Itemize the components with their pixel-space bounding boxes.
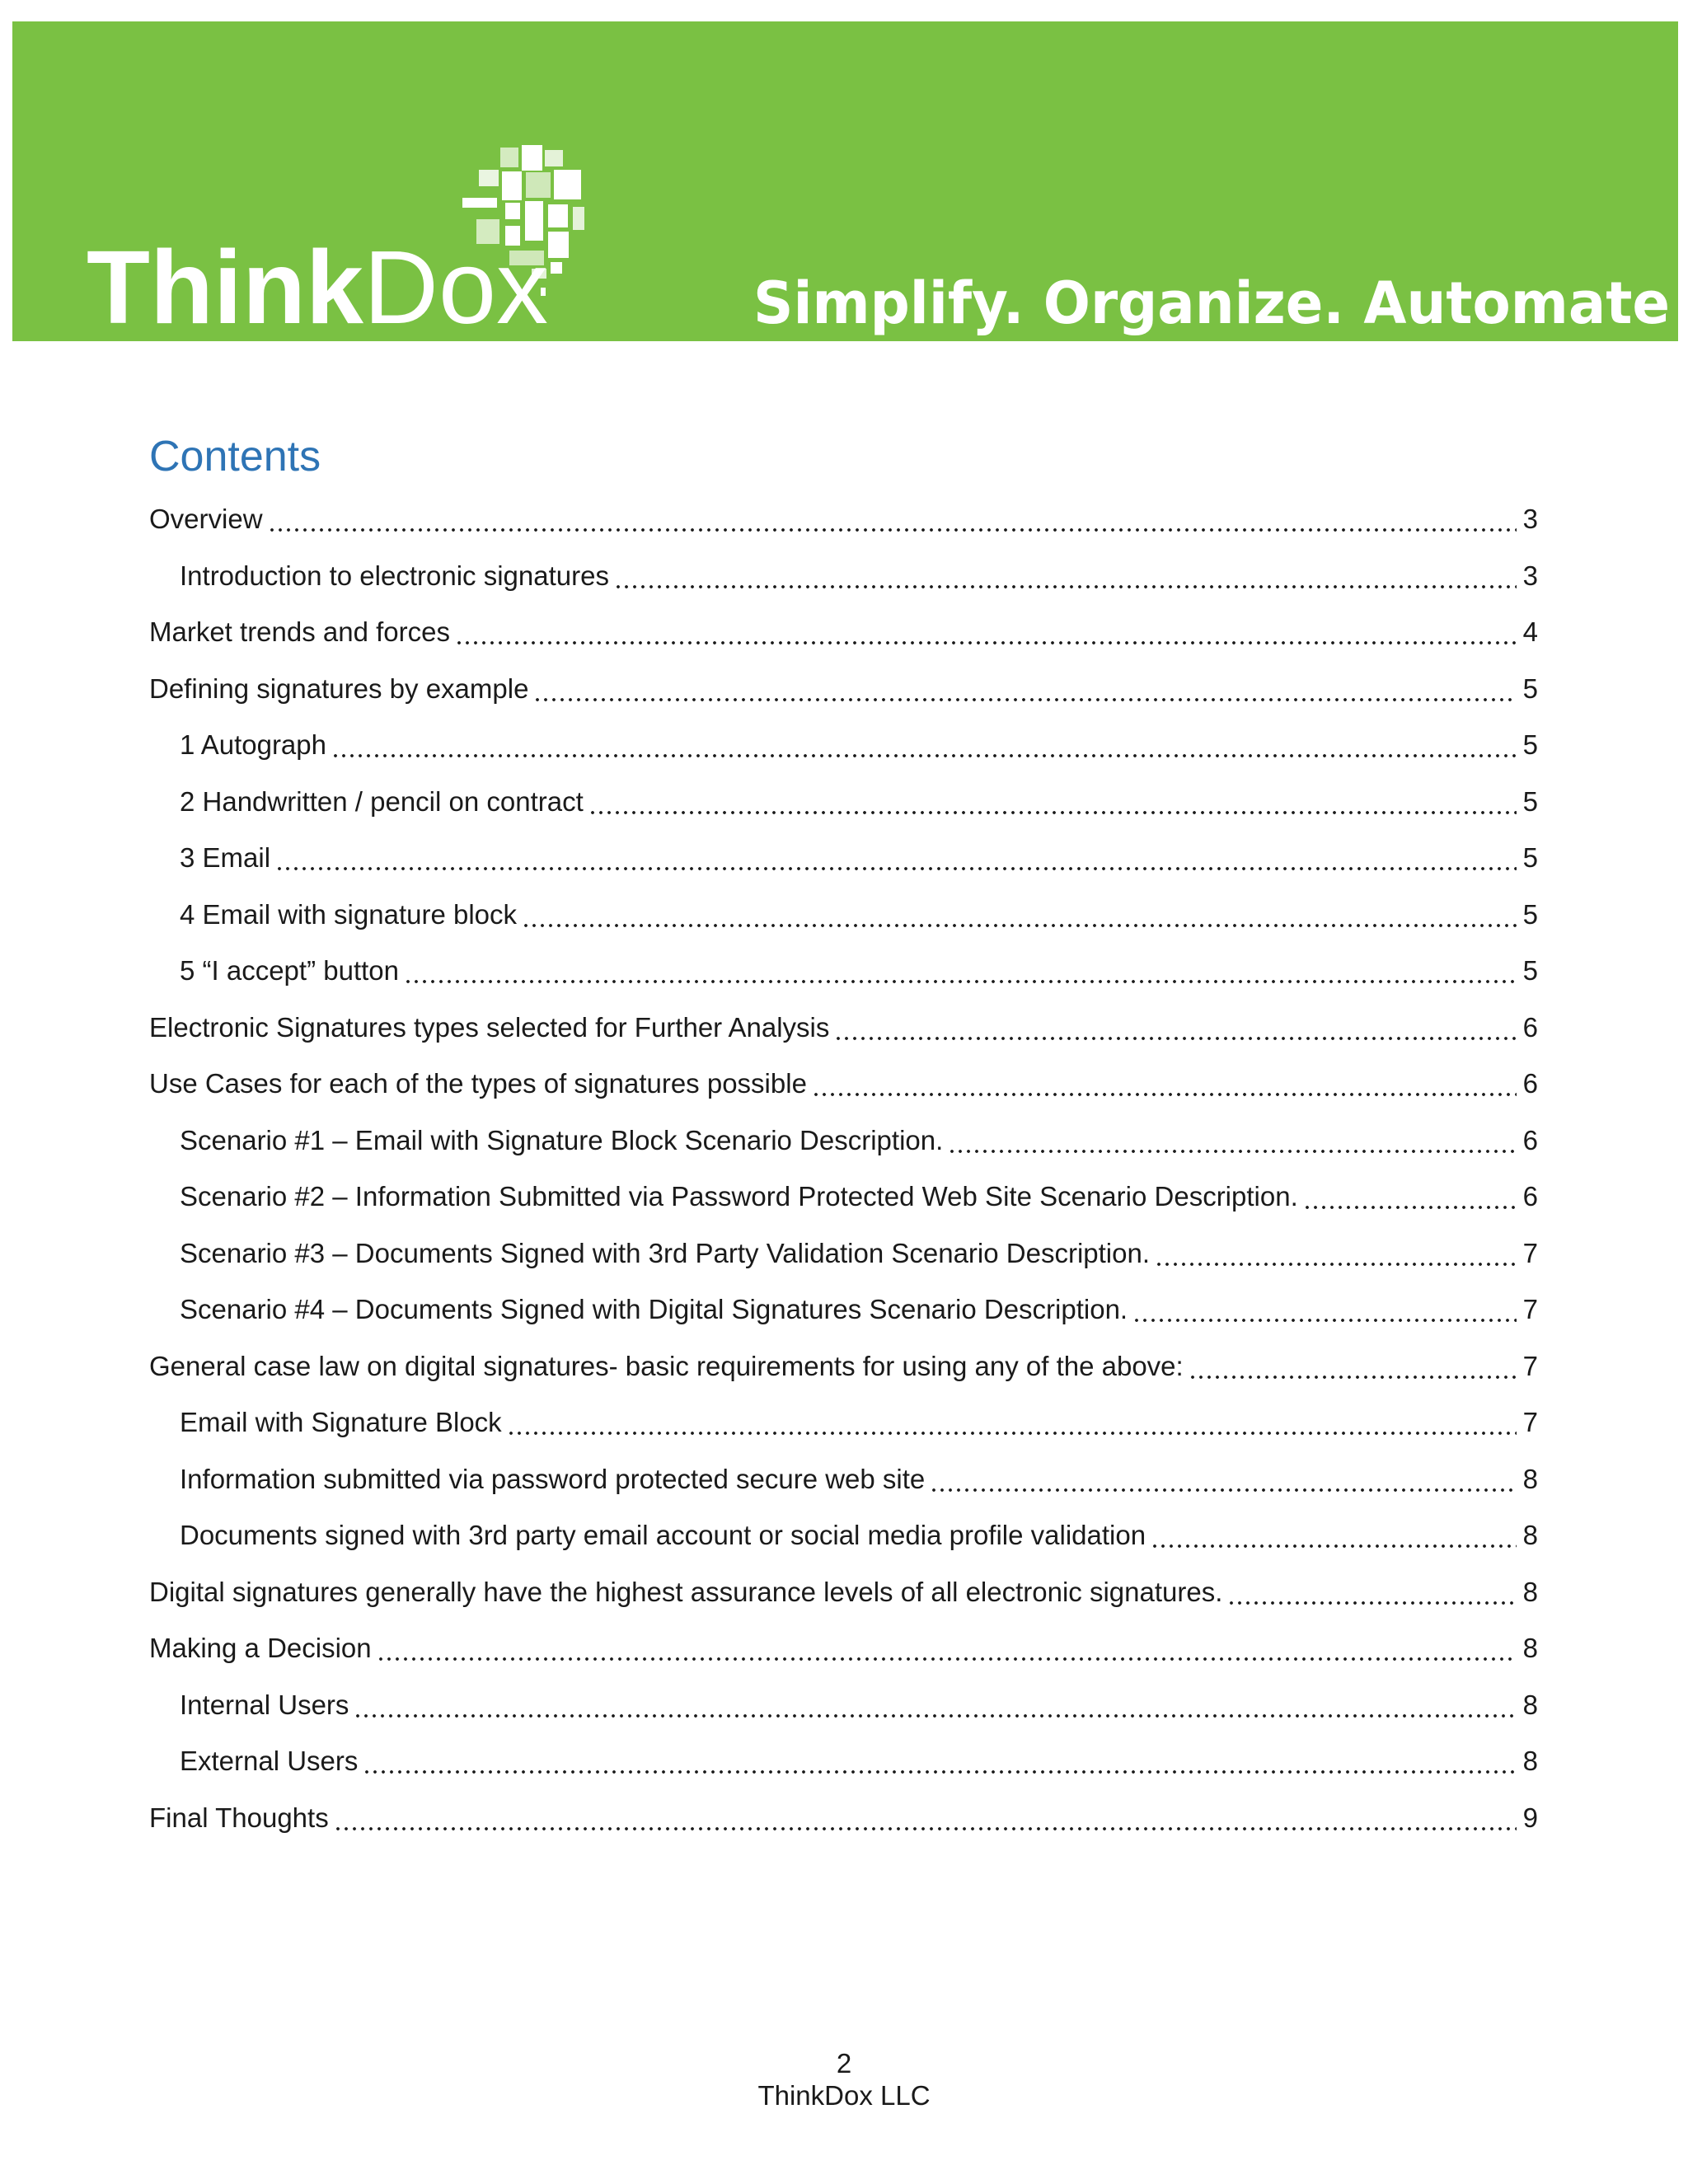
toc-entry-page-number: 4 [1522, 616, 1538, 648]
toc-dot-leader [1227, 1577, 1516, 1607]
toc-entry-label: Introduction to electronic signatures [180, 560, 609, 591]
toc-entry[interactable] [149, 717, 1538, 774]
toc-entry-page-number: 8 [1522, 1689, 1538, 1720]
toc-dot-leader [455, 617, 1517, 647]
toc-entry[interactable] [149, 1451, 1538, 1508]
toc-entry[interactable] [149, 491, 1538, 548]
toc-dot-leader [533, 674, 1516, 704]
table-of-contents [149, 491, 1538, 1846]
toc-entry-label: Final Thoughts [149, 1802, 329, 1833]
toc-entry-page-number: 7 [1522, 1294, 1538, 1325]
toc-entry[interactable] [149, 1113, 1538, 1169]
tagline: Simplify. Organize. Automate [753, 269, 1670, 337]
toc-dot-leader [930, 1465, 1516, 1494]
toc-entry-label: Scenario #1 – Email with Signature Block Scenario Description. [180, 1124, 944, 1155]
toc-dot-leader [812, 1069, 1517, 1099]
toc-entry-page-number: 9 [1522, 1802, 1538, 1833]
toc-entry-label: Internal Users [180, 1689, 349, 1720]
toc-entry-page-number: 7 [1522, 1350, 1538, 1381]
toc-entry[interactable] [149, 1169, 1538, 1226]
toc-dot-leader [614, 561, 1517, 591]
toc-dot-leader [834, 1013, 1516, 1043]
toc-entry[interactable] [149, 1564, 1538, 1621]
toc-entry-label: Overview [149, 504, 263, 535]
toc-entry-label: General case law on digital signatures- basic requirements for using any of the above: [149, 1350, 1184, 1381]
toc-dot-leader [1132, 1295, 1517, 1324]
toc-entry[interactable] [149, 774, 1538, 831]
footer-company: ThinkDox LLC [757, 2080, 931, 2111]
toc-entry[interactable] [149, 887, 1538, 944]
toc-dot-leader [1189, 1352, 1517, 1381]
toc-entry[interactable] [149, 1733, 1538, 1790]
toc-entry-page-number: 8 [1522, 1633, 1538, 1664]
toc-entry-label: Electronic Signatures types selected for Further Analysis [149, 1011, 830, 1043]
toc-entry-label: Making a Decision [149, 1633, 372, 1664]
toc-entry-page-number: 6 [1522, 1181, 1538, 1212]
toc-entry[interactable] [149, 1056, 1538, 1113]
toc-entry-page-number: 7 [1522, 1407, 1538, 1438]
toc-entry-label: Scenario #3 – Documents Signed with 3rd Party Validation Scenario Description. [180, 1237, 1151, 1268]
toc-entry-label: 3 Email [180, 842, 271, 874]
toc-entry[interactable] [149, 1620, 1538, 1677]
toc-entry[interactable] [149, 943, 1538, 1000]
toc-entry[interactable] [149, 1226, 1538, 1282]
toc-entry-page-number: 5 [1522, 898, 1538, 930]
toc-dot-leader [522, 900, 1517, 930]
toc-entry[interactable] [149, 1282, 1538, 1338]
toc-entry-label: 2 Handwritten / pencil on contract [180, 785, 584, 817]
toc-entry-label: Documents signed with 3rd party email account or social media profile validation [180, 1520, 1146, 1551]
toc-entry-page-number: 5 [1522, 729, 1538, 761]
toc-dot-leader [507, 1408, 1517, 1437]
toc-entry-page-number: 5 [1522, 842, 1538, 874]
toc-entry-label: 4 Email with signature block [180, 898, 518, 930]
toc-entry[interactable] [149, 604, 1538, 661]
toc-entry-page-number: 6 [1522, 1068, 1538, 1099]
toc-entry[interactable] [149, 1394, 1538, 1451]
toc-dot-leader [363, 1746, 1516, 1776]
toc-entry[interactable] [149, 1338, 1538, 1395]
toc-entry-page-number: 3 [1522, 560, 1538, 591]
toc-dot-leader [331, 730, 1517, 760]
toc-dot-leader [1151, 1521, 1517, 1550]
toc-entry-page-number: 8 [1522, 1463, 1538, 1494]
toc-entry-page-number: 8 [1522, 1520, 1538, 1551]
toc-entry-label: Scenario #2 – Information Submitted via Password Protected Web Site Scenario Description. [180, 1181, 1298, 1212]
toc-dot-leader [268, 504, 1517, 534]
toc-entry-page-number: 5 [1522, 955, 1538, 987]
toc-dot-leader [948, 1126, 1516, 1155]
toc-entry-page-number: 3 [1522, 504, 1538, 535]
toc-entry-label: External Users [180, 1746, 359, 1777]
page-footer [0, 2047, 1688, 2111]
toc-dot-leader [275, 843, 1517, 873]
toc-title: Contents [149, 433, 321, 480]
toc-dot-leader [377, 1633, 1517, 1663]
toc-entry-label: Market trends and forces [149, 616, 450, 648]
toc-entry-page-number: 7 [1522, 1237, 1538, 1268]
toc-dot-leader [1303, 1182, 1517, 1212]
toc-entry-label: Digital signatures generally have the highest assurance levels of all electronic signatures. [149, 1576, 1223, 1607]
toc-dot-leader [354, 1690, 1516, 1720]
toc-entry-page-number: 5 [1522, 785, 1538, 817]
toc-dot-leader [588, 787, 1517, 817]
toc-entry-label: 5 “I accept” button [180, 955, 399, 987]
toc-entry[interactable] [149, 1507, 1538, 1564]
toc-dot-leader [404, 956, 1517, 986]
toc-dot-leader [334, 1803, 1517, 1833]
toc-entry-page-number: 6 [1522, 1011, 1538, 1043]
page-number: 2 [836, 2048, 852, 2079]
toc-entry-label: Defining signatures by example [149, 673, 529, 704]
toc-entry-label: 1 Autograph [180, 729, 326, 761]
logo-wordmark-think: ThinkDox [87, 229, 549, 341]
toc-entry-label: Use Cases for each of the types of signatures possible [149, 1068, 807, 1099]
toc-entry-label: Scenario #4 – Documents Signed with Digital Signatures Scenario Description. [180, 1294, 1128, 1325]
toc-entry-label: Information submitted via password protected secure web site [180, 1463, 926, 1494]
toc-entry[interactable] [149, 830, 1538, 887]
toc-entry[interactable] [149, 1790, 1538, 1847]
toc-dot-leader [1155, 1239, 1517, 1268]
toc-entry-page-number: 5 [1522, 673, 1538, 704]
header-banner [12, 21, 1678, 341]
toc-entry[interactable] [149, 661, 1538, 718]
toc-entry-page-number: 8 [1522, 1576, 1538, 1607]
toc-entry[interactable] [149, 1000, 1538, 1057]
toc-entry-label: Email with Signature Block [180, 1407, 502, 1438]
toc-entry-page-number: 6 [1522, 1124, 1538, 1155]
toc-entry-page-number: 8 [1522, 1746, 1538, 1777]
toc-entry[interactable] [149, 548, 1538, 605]
toc-entry[interactable] [149, 1677, 1538, 1734]
